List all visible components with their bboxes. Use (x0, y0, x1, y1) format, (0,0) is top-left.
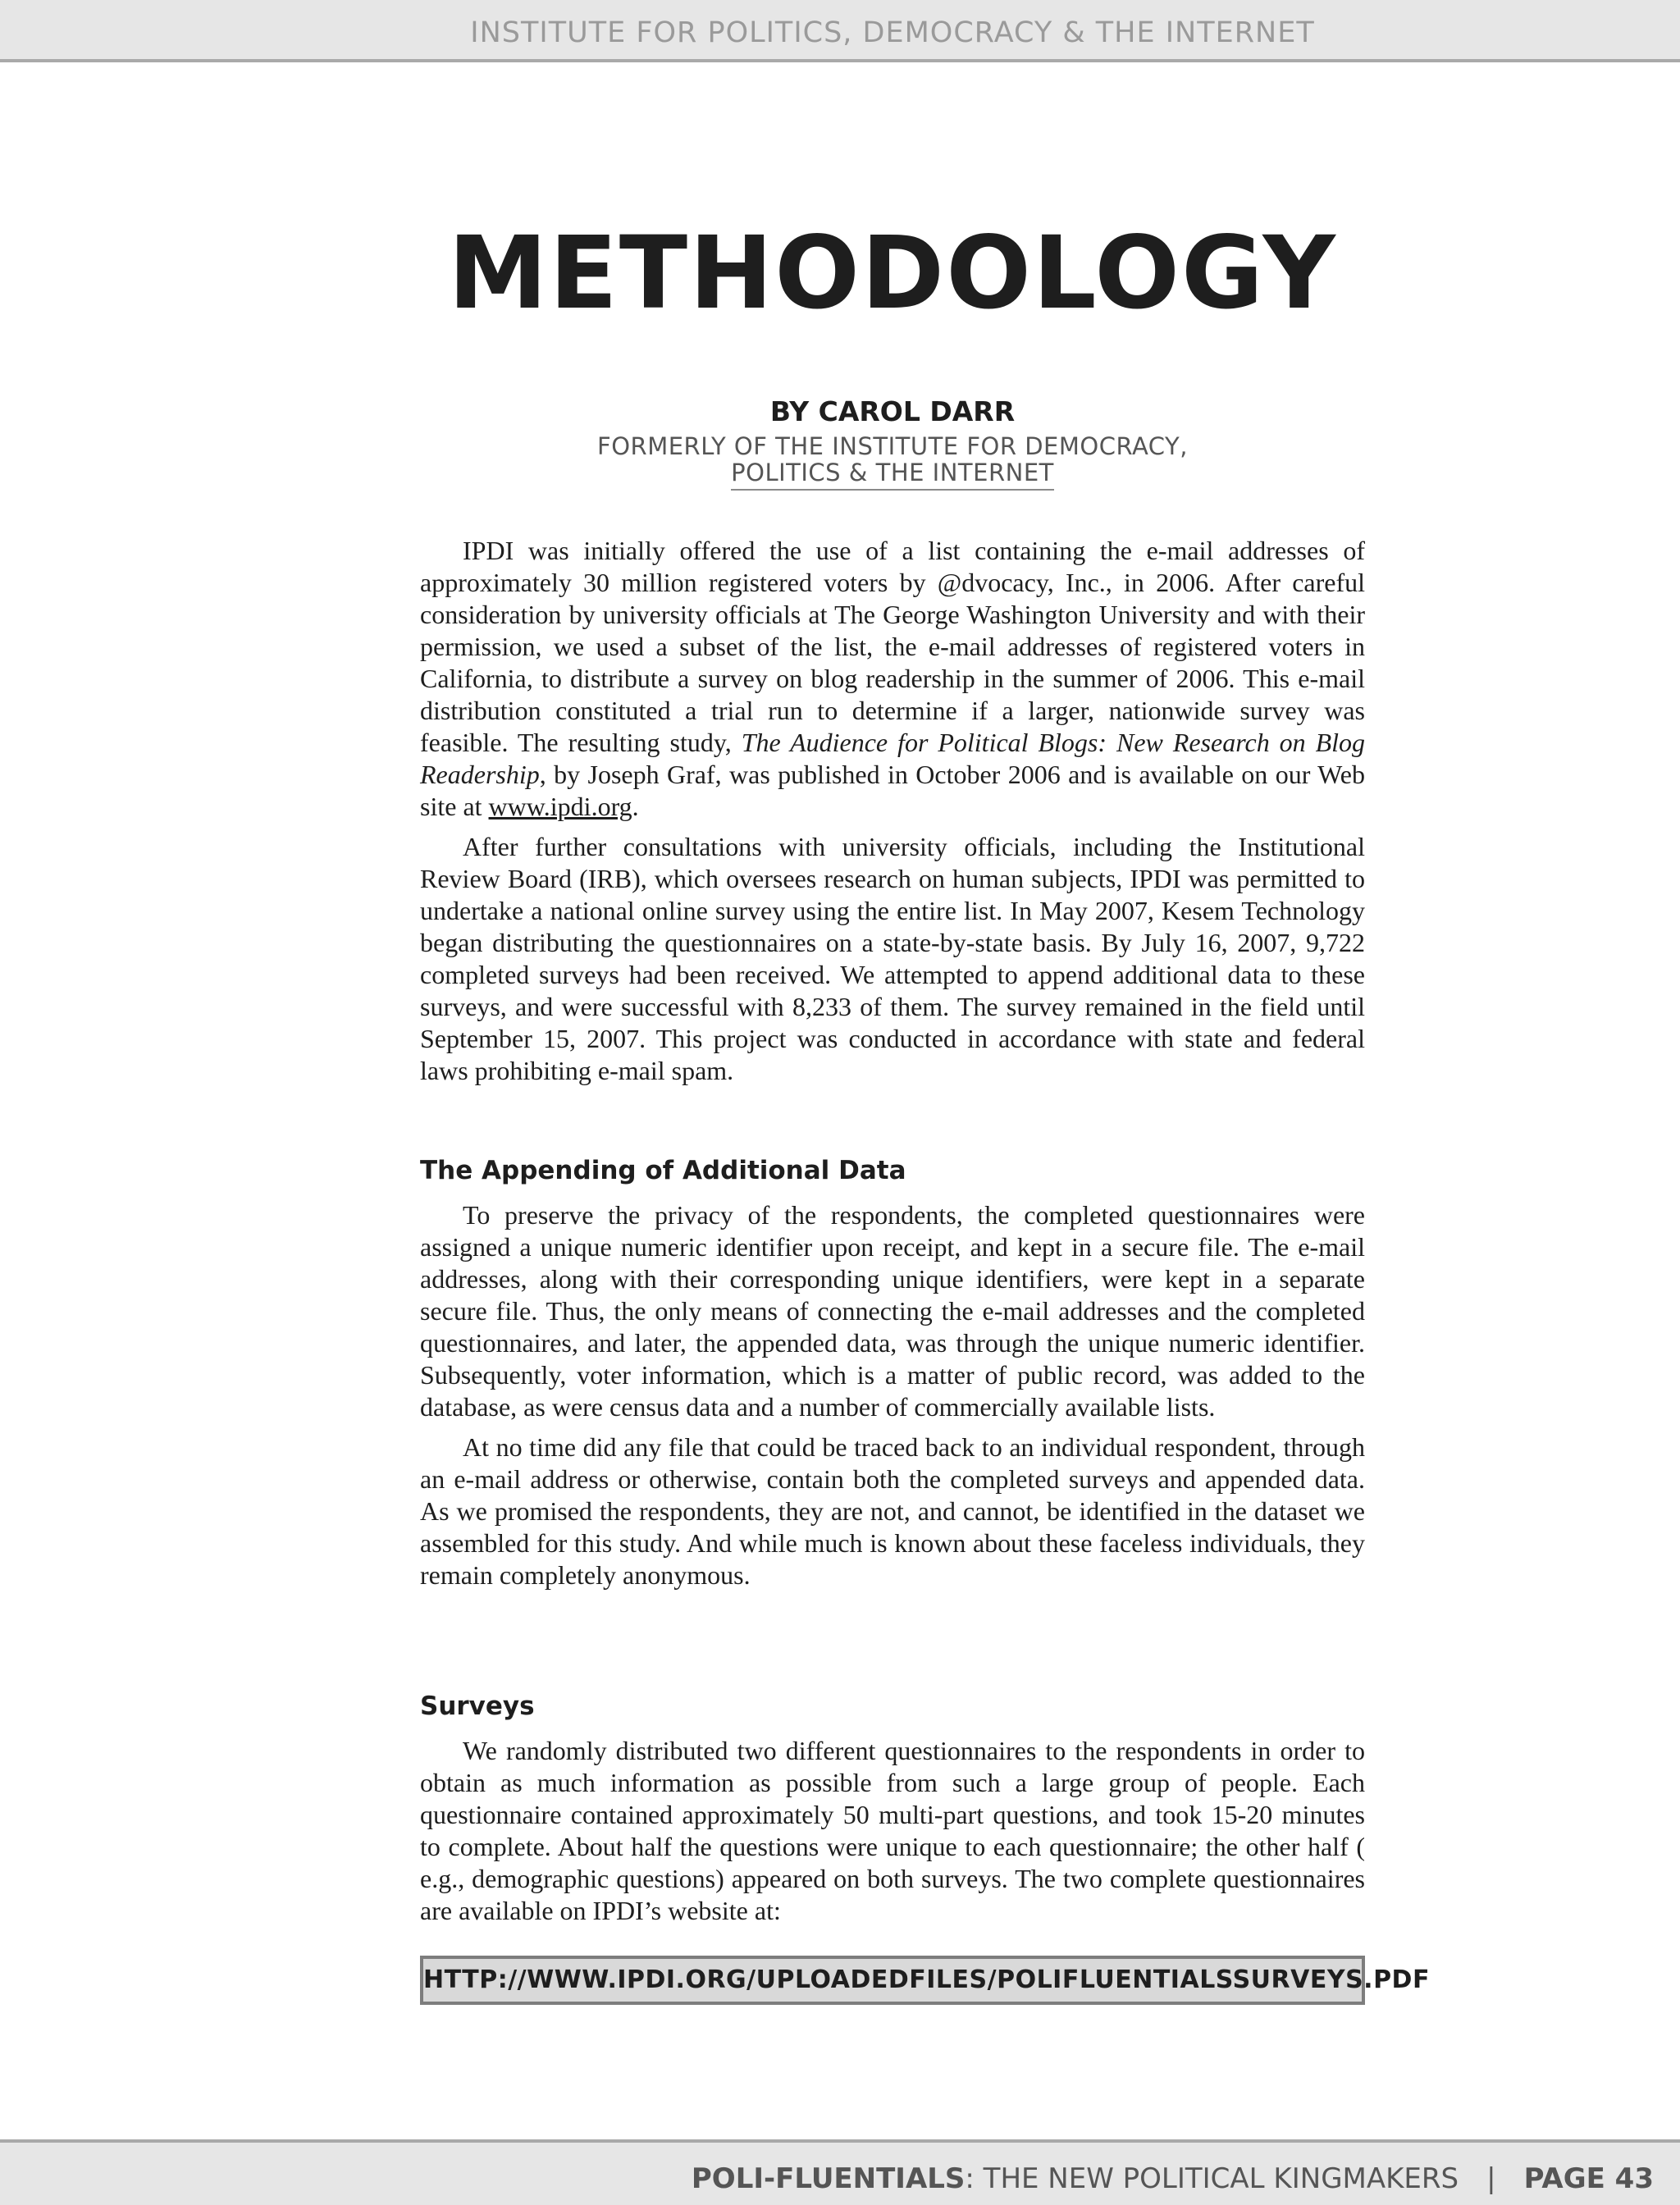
author-affiliation (0, 433, 1680, 491)
top-header-band (0, 0, 1680, 62)
page-title: METHODOLOGY (448, 215, 1337, 331)
footer-band (0, 2139, 1680, 2205)
appending-paragraph-1: To preserve the privacy of the respondents, the completed questionnaires were assigned a unique numeric identifier upon receipt, and kept in a secure file. The e-mail addresses, along with their corresponding unique identifiers, were kept in a separate secure file. Thus, the only means of connecting the e-mail addresses and the completed questionnaires, and later, the appended data, was through the unique numeric identifier. Subsequently, voter information, which is a matter of public record, was added to the database, as were census data and a number of commercially available lists. (420, 1200, 1365, 1422)
appending-section (420, 1154, 1365, 1600)
affiliation-line-1: FORMERLY OF THE INSTITUTE FOR DEMOCRACY, (597, 432, 1188, 460)
intro-paragraph-1: IPDI was initially offered the use of a list containing the e-mail addresses of approximately 30 million registered voters by @dvocacy, Inc., in 2006. After careful consideration by university officials at The George Washington University and with their permission, we used a subset of the list, the e-mail addresses of registered voters in California, to distribute a survey on blog readership in the summer of 2006. This e-mail distribution constituted a trial run to determine if a larger, nationwide survey was feasible. The resulting study, The Audience for Political Blogs: New Research on Blog Readership, by Joseph Graf, was published in October 2006 and is available on our Web site at www.ipdi.org. (420, 536, 1366, 821)
book-subtitle: : THE NEW POLITICAL KINGMAKERS (965, 2162, 1459, 2195)
footer-separator: | (1486, 2162, 1496, 2195)
appending-heading: The Appending of Additional Data (420, 1156, 906, 1185)
surveys-heading: Surveys (420, 1691, 535, 1721)
surveys-url-box[interactable]: HTTP://WWW.IPDI.ORG/UPLOADEDFILES/POLIFLUENTIALSSURVEYS.PDF (420, 1956, 1365, 2005)
author-byline: BY CAROL DARR (769, 395, 1016, 427)
cited-study-title: The Audience for Political Blogs: New Research on Blog Readership (420, 728, 1366, 789)
affiliation-line-2: POLITICS & THE INTERNET (731, 459, 1054, 491)
intro-section (420, 535, 1365, 1095)
footer-text (692, 2162, 1654, 2195)
page-number: PAGE 43 (1523, 2162, 1654, 2195)
intro-paragraph-2: After further consultations with university officials, including the Institutional Review Board (IRB), which oversees research on human subjects, IPDI was permitted to undertake a national online survey using the entire list. In May 2007, Kesem Technology began distributing the questionnaires on a state-by-state basis. By July 16, 2007, 9,722 completed surveys had been received. We attempted to append additional data to these surveys, and were successful with 8,233 of them. The survey remained in the field until September 15, 2007. This project was conducted in accordance with state and federal laws prohibiting e-mail spam. (420, 832, 1365, 1085)
book-title: POLI-FLUENTIALS (691, 2162, 966, 2195)
surveys-paragraph-1: We randomly distributed two different questionnaires to the respondents in order to obtain as much information as possible from such a large group of people. Each questionnaire contained approximately 50 multi-part questions, and took 15-20 minutes to complete. About half the questions were unique to each questionnaire; the other half ( e.g., demographic questions) appeared on both surveys. The two complete questionnaires are available on IPDI’s website at: (420, 1736, 1365, 1925)
surveys-section (420, 1690, 1365, 1935)
running-title: INSTITUTE FOR POLITICS, DEMOCRACY & THE INTERNET (470, 16, 1315, 49)
ipdi-website-link[interactable]: www.ipdi.org (488, 792, 632, 821)
appending-paragraph-2: At no time did any file that could be traced back to an individual respondent, through an e-mail address or otherwise, contain both the completed surveys and appended data. As we promised the respondents, they are not, and cannot, be identified in the dataset we assembled for this study. And while much is known about these faceless individuals, they remain completely anonymous. (420, 1432, 1365, 1590)
